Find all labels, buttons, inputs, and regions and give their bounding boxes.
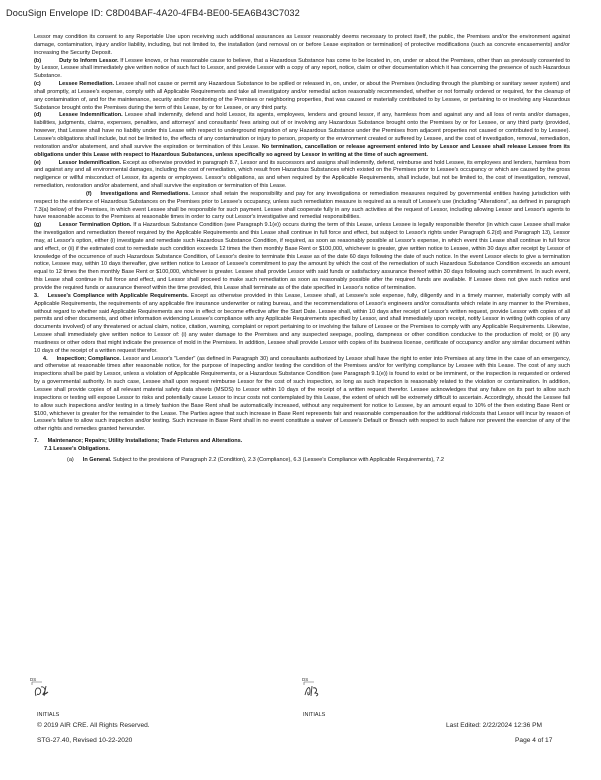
paragraph-e: (e) Lessor Indemnification. Except as otherwise provided in paragraph 8.7, Lessor and its successors and assigns shall indemnify, defend, reimburse and hold Lessee, its employees and lenders, harmless from and against any and all environmental damages, including the cost of remediation, which result from Hazardous Substances which existed on the Premises prior to Lessee's occupancy or which are caused by the gross negligence or willful misconduct of Lessor, its agents or employees. Lessor's obligations, as and when required by the Applicable Requirements, shall include, but not be limited to, the cost of investigation, removal, remediation, restoration and/or abatement, and shall survive the expiration or termination of this Lease. <box>34 159 570 190</box>
section-3: 3. Lessee's Compliance with Applicable Requirements. Except as otherwise provided in this Lease, Lessee shall, at Lessee's sole expense, fully, diligently and in a timely manner, materially comply with all Applicable Requirements, the requirements of any applicable fire insurance underwriter or rating bureau, and the recommendations of Lessor's engineers and/or consultants which relate in any manner to the Premises, without regard to whether said Applicable Requirements are now in effect or become effective after the Start Date. Lessee shall, within 10 days after receipt of Lessor's written request, provide Lessor with copies of all permits and other documents, and other information evidencing Lessee's compliance with any Applicable Requirements specified by Lessor, and shall immediately upon receipt, notify Lessor in writing (with copies of any documents involved) of any threatened or actual claim, notice, citation, warning, complaint or report pertaining to or involving the failure of Lessee or the Premises to comply with any Applicable Requirements. Likewise, Lessee shall immediately give written notice to Lessor of: (i) any water damage to the Premises and any suspected seepage, pooling, dampness or other condition conducive to the production of mold; or (ii) any mustiness or other odors that might indicate the presence of mold in the Premises. In addition, Lessee shall provide Lessor with copies of its business license, certificate of occupancy and/or any similar document within 10 days of the receipt of a written request therefor. <box>34 292 570 354</box>
section-7-1-heading: 7.1 Lessee's Obligations. <box>44 445 111 452</box>
initials-label-1: INITIALS <box>37 712 60 718</box>
initials-label-2: INITIALS <box>303 712 326 718</box>
handwritten-initials-2 <box>302 681 328 699</box>
footer-page-number: Page 4 of 17 <box>515 737 553 744</box>
initials-signature-1: DS <box>30 677 56 699</box>
footer-last-edited: Last Edited: 2/22/2024 12:36 PM <box>446 722 543 729</box>
section-7-heading: 7. Maintenance; Repairs; Utility Installations; Trade Fixtures and Alterations. <box>34 438 243 445</box>
envelope-id: DocuSign Envelope ID: C8D04BAF-4A20-4FB4-BE00-5EA6B43C7032 <box>6 8 300 18</box>
section-7-1-a: (a) In General. Subject to the provisions of Paragraph 2.2 (Condition), 2.3 (Compliance), 6.3 (Lessee's Compliance with Applicable Requirements), 7.2 <box>67 456 444 463</box>
document-body <box>34 34 570 465</box>
paragraph-c: (c) Lessee Remediation. Lessee shall not cause or permit any Hazardous Substance to be spilled or released in, on, under, or about the Premises (including through the plumbing or sanitary sewer system) and shall promptly, at Lessee's expense, comply with all Applicable Requirements and take all investigatory and/or remedial action reasonably recommended, whether or not formally ordered or required, for the cleanup of any contamination of, and for the maintenance, security and/or monitoring of the Premises or neighboring properties, that was caused or materially contributed to by Lessee, or pertaining to or involving any Hazardous Substance brought onto the Premises during the term of this Lease, by or for Lessee, or any third party. <box>34 81 571 111</box>
paragraph-b: (b) Duty to Inform Lessor. If Lessee knows, or has reasonable cause to believe, that a Hazardous Substance has come to be located in, on, under or about the Premises, other than as previously consented to by Lessor, Lessee shall immediately give written notice of such fact to Lessor, and provide Lessor with a copy of any report, notice, claim or other documentation which it has concerning the presence of such Hazardous Substance. <box>34 57 571 80</box>
footer-copyright: © 2019 AIR CRE. All Rights Reserved. <box>37 722 150 729</box>
paragraph-f: (f) Investigations and Remediations. Lessor shall retain the responsibility and pay for any investigations or remediation measures required by governmental entities having jurisdiction with respect to the existence of Hazardous Substances on the Premises prior to Lessee's occupancy, unless such remediation measure is required as a result of Lessee's use (including "Alterations", as defined in paragraph 7.3(a) below) of the Premises, in which event Lessee shall be responsible for such payment. Lessee shall cooperate fully in any such activities at the request of Lessor, including allowing Lessor and Lessor's agents to have reasonable access to the Premises at reasonable times in order to carry out Lessor's investigative and remedial responsibilities. <box>34 190 570 221</box>
paragraph-d: (d) Lessee Indemnification. Lessee shall indemnify, defend and hold Lessor, its agents, employees, lenders and ground lessor, if any, harmless from and against any and all loss of rents and/or damages, liabilities, judgments, claims, expenses, penalties, and attorneys' and consultants' fees arising out of or involving any Hazardous Substance brought onto the Premises by or for Lessee, or any third party (provided, however, that Lessee shall have no liability under this Lease with respect to underground migration of any Hazardous Substance under the Premises from adjacent properties not caused or contributed to by Lessee). Lessee's obligations shall include, but not be limited to, the effects of any contamination or injury to person, property or the environment created or suffered by Lessee, and the cost of investigation, removal, remediation, restoration and/or abatement, and shall survive the expiration or termination of this Lease. No termination, cancellation or release agreement entered into by Lessor and Lessee shall release Lessee from its obligations under this Lease with respect to Hazardous Substances, unless specifically so agreed by Lessor in writing at the time of such agreement. <box>34 112 570 158</box>
handwritten-initials-1 <box>30 681 56 699</box>
paragraph-continuation: Lessor may condition its consent to any Reportable Use upon receiving such additional assurances as Lessor reasonably deems necessary to protect itself, the public, the Premises and/or the environment against damage, contamination, injury and/or liability, including, but not limited to, the installation (and removal on or before Lease expiration or termination) of protective modifications (such as concrete encasements) and/or increasing the Security Deposit. <box>34 34 570 56</box>
footer-form-number: STG-27.40, Revised 10-22-2020 <box>37 737 133 744</box>
initials-signature-2: DS <box>302 677 328 699</box>
section-4: 4. Inspection; Compliance. Lessor and Lessor's "Lender" (as defined in Paragraph 30) and consultants authorized by Lessor shall have the right to enter into Premises at any time in the case of an emergency, and otherwise at reasonable times after reasonable notice, for the purpose of inspecting and/or testing the condition of the Premises and/or for verifying compliance by Lessee with this Lease. The cost of any such inspections shall be paid by Lessor, unless a violation of Applicable Requirements, or a Hazardous Substance Condition (see Paragraph 9.1(e)) is found to exist or be imminent, or the inspection is requested or ordered by a governmental authority. In such case, Lessee shall upon request reimburse Lessor for the cost of such inspection, so long as such inspection is reasonably related to the violation or contamination. In addition, Lessee shall provide copies of all relevant material safety data sheets (MSDS) to Lessor within 10 days of the receipt of a written request therefor. Lessee acknowledges that any failure on its part to allow such inspections or testing will expose Lessor to risks and potentially cause Lessor to incur costs not contemplated by this Lease, the extent of which will be extremely difficult to ascertain. Accordingly, should the Lessee fail to allow such inspections and/or testing in a timely fashion the Base Rent shall be automatically increased, without any requirement for notice to Lessee, by an amount equal to 10% of the then existing Base Rent or $100, whichever is greater for the remainder to the Lease. The Parties agree that such increase in Base Rent represents fair and reasonable compensation for the additional risk/costs that Lessor will incur by reason of Lessee's failure to allow such inspection and/or testing. Such increase in Base Rent shall in no event constitute a waiver of Lessee's Default or Breach with respect to such failure nor prevent the exercise of any of the other rights and remedies granted hereunder. <box>34 355 570 433</box>
paragraph-g: (g) Lessor Termination Option. If a Hazardous Substance Condition (see Paragraph 9.1(e)) occurs during the term of this Lease, unless Lessee is legally responsible therefor (in which case Lessee shall make the investigation and remediation thereof required by the Applicable Requirements and this Lease shall continue in full force and effect, but subject to Lessor's rights under Paragraph 6.2(d) and Paragraph 13), Lessor may, at Lessor's option, either (i) investigate and remediate such Hazardous Substance Condition, if required, as soon as reasonably possible at Lessor's expense, in which event this Lease shall continue in full force and effect, or (ii) if the estimated cost to remediate such condition exceeds 12 times the then monthly Base Rent or $100,000, whichever is greater, give written notice to Lessee, within 30 days after receipt by Lessor of knowledge of the occurrence of such Hazardous Substance Condition, of Lessor's desire to terminate this Lease as of the date 60 days following the date of such notice. In the event Lessor elects to give a termination notice, Lessee may, within 10 days thereafter, give written notice to Lessor of Lessee's commitment to pay the amount by which the cost of the remediation of such Hazardous Substance Condition exceeds an amount equal to 12 times the then monthly Base Rent or $100,000, whichever is greater. Lessee shall provide Lessor with said funds or satisfactory assurance thereof within 30 days following such commitment. In such event, this Lease shall continue in full force and effect, and Lessor shall proceed to make such remediation as soon as reasonably possible after the required funds are available. If Lessee does not give such notice and provide the required funds or assurance thereof within the time provided, this Lease shall terminate as of the date specified in Lessor's notice of termination. <box>34 222 570 291</box>
